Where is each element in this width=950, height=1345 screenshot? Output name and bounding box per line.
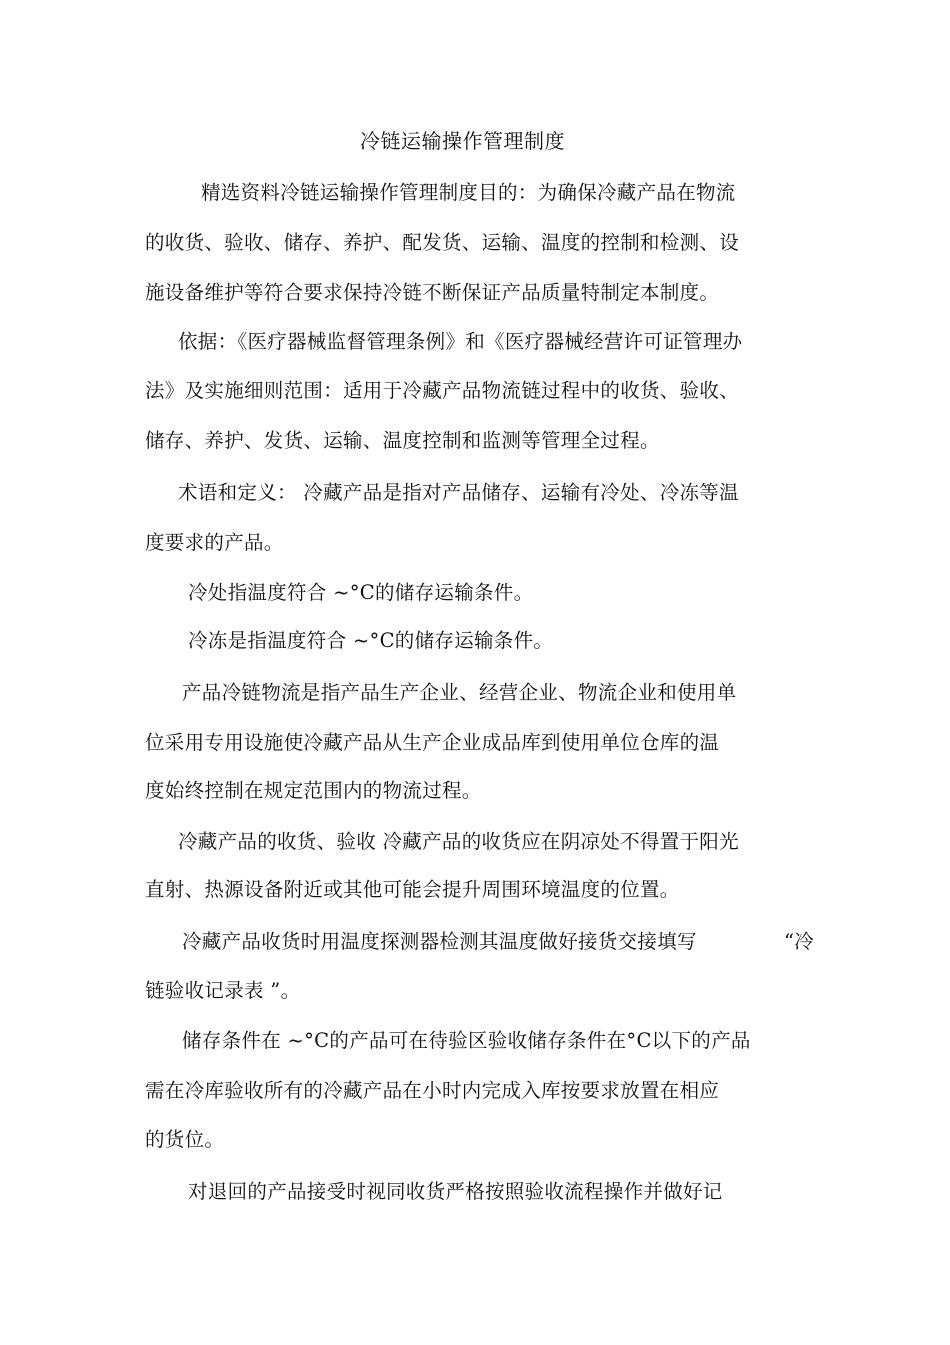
body-line: 的收货、验收、储存、养护、配发货、运输、温度的控制和检测、设 <box>145 231 740 254</box>
body-line: 冷冻是指温度符合 ~°C的储存运输条件。 <box>188 629 554 652</box>
body-line: 对退回的产品接受时视同收货严格按照验收流程操作并做好记 <box>188 1180 723 1203</box>
body-line: 度始终控制在规定范围内的物流过程。 <box>145 779 482 802</box>
body-line: 的货位。 <box>145 1128 225 1151</box>
body-line: 法》及实施细则范围：适用于冷藏产品物流链过程中的收货、验收、 <box>145 379 740 402</box>
body-line: 依据：《医疗器械监督管理条例》和《医疗器械经营许可证管理办 <box>178 330 743 353</box>
body-line: 储存条件在 ~°C的产品可在待验区验收储存条件在°C以下的产品 <box>182 1029 751 1052</box>
body-line: 术语和定义： 冷藏产品是指对产品储存、运输有冷处、冷冻等温 <box>178 481 739 504</box>
body-line: 储存、养护、发货、运输、温度控制和监测等管理全过程。 <box>145 429 660 452</box>
body-line: “冷 <box>784 930 815 953</box>
body-line: 产品冷链物流是指产品生产企业、经营企业、物流企业和使用单 <box>182 681 737 704</box>
body-line: 冷处指温度符合 ~°C的储存运输条件。 <box>188 581 534 604</box>
document-title: 冷链运输操作管理制度 <box>360 129 565 153</box>
body-line: 链验收记录表 ”。 <box>145 979 301 1002</box>
body-line: 度要求的产品。 <box>145 531 284 554</box>
body-line: 施设备维护等符合要求保持冷链不断保证产品质量特制定本制度。 <box>145 281 720 304</box>
body-line: 位采用专用设施使冷藏产品从生产企业成品库到使用单位仓库的温 <box>145 731 720 754</box>
body-line: 精选资料冷链运输操作管理制度目的：为确保冷藏产品在物流 <box>201 181 736 204</box>
body-line: 直射、热源设备附近或其他可能会提升周围环境温度的位置。 <box>145 878 680 901</box>
body-line: 冷藏产品的收货、验收 冷藏产品的收货应在阴凉处不得置于阳光 <box>178 830 739 853</box>
body-line: 需在冷库验收所有的冷藏产品在小时内完成入库按要求放置在相应 <box>145 1079 720 1102</box>
body-line: 冷藏产品收货时用温度探测器检测其温度做好接货交接填写 <box>182 930 697 953</box>
